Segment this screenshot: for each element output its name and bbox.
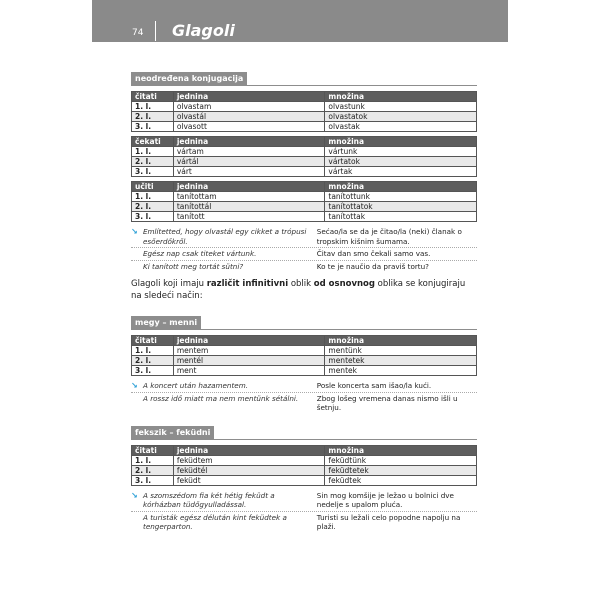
person-cell: 2. l. xyxy=(132,112,174,122)
section-indefinite xyxy=(131,66,477,272)
example-sentences xyxy=(131,226,477,272)
verb-header: učiti xyxy=(132,182,174,192)
section-tag: neodređena konjugacija xyxy=(131,72,247,85)
person-cell: 1. l. xyxy=(132,346,174,356)
person-cell: 1. l. xyxy=(132,147,174,157)
table-row xyxy=(132,212,477,222)
plural-cell: vártak xyxy=(325,167,477,177)
intro-bold-1: različit infinitivni xyxy=(206,279,289,289)
table-row xyxy=(132,366,477,376)
table-header-row xyxy=(132,137,477,147)
verb-header: čitati xyxy=(132,336,174,346)
plural-header: množina xyxy=(325,336,477,346)
person-cell: 3. l. xyxy=(132,122,174,132)
plural-cell: mentetek xyxy=(325,356,477,366)
singular-cell: ment xyxy=(173,366,325,376)
plural-header: množina xyxy=(325,445,477,455)
table-row xyxy=(132,356,477,366)
plural-cell: mentünk xyxy=(325,346,477,356)
plural-cell: olvastak xyxy=(325,122,477,132)
example-row xyxy=(131,261,477,273)
example-hu-text: A koncert után hazamentem. xyxy=(143,381,249,390)
singular-header: jednina xyxy=(173,445,325,455)
section-tag: fekszik – feküdni xyxy=(131,426,214,439)
singular-cell: mentél xyxy=(173,356,325,366)
singular-cell: olvastál xyxy=(173,112,325,122)
singular-cell: tanított xyxy=(173,212,325,222)
example-hu-text: A szomszédom fia két hétig feküdt a kórházban tüdőgyulladással. xyxy=(143,490,275,509)
plural-cell: feküdtetek xyxy=(325,465,477,475)
singular-cell: vártál xyxy=(173,157,325,167)
plural-cell: feküdtünk xyxy=(325,455,477,465)
singular-header: jednina xyxy=(173,92,325,102)
example-row xyxy=(131,393,477,414)
table-header-row xyxy=(132,445,477,455)
plural-cell: mentek xyxy=(325,366,477,376)
example-hungarian xyxy=(131,262,313,272)
conjugation-tables xyxy=(131,335,477,376)
plural-cell: tanítottatok xyxy=(325,202,477,212)
example-hungarian xyxy=(131,249,313,259)
example-sentences xyxy=(131,380,477,414)
singular-header: jednina xyxy=(173,137,325,147)
intro-bold-2: od osnovnog xyxy=(313,279,375,289)
example-serbian: Ko te je naučio da praviš tortu? xyxy=(316,261,429,271)
page-header xyxy=(92,0,508,42)
example-serbian: Sećao/la se da je čitao/la (neki) članak o tropskim kišnim šumama. xyxy=(316,227,462,246)
plural-cell: feküdtek xyxy=(325,475,477,485)
example-row xyxy=(131,512,477,533)
singular-cell: tanítottam xyxy=(173,192,325,202)
example-hu-text: Egész nap csak titeket vártunk. xyxy=(143,249,257,258)
conjugation-tables xyxy=(131,91,477,222)
page-content xyxy=(131,66,477,539)
verb-header: čitati xyxy=(132,92,174,102)
person-cell: 3. l. xyxy=(132,366,174,376)
conjugation-table xyxy=(131,445,477,486)
example-hungarian xyxy=(131,394,313,413)
singular-cell: feküdt xyxy=(173,475,325,485)
intro-text-2: oblik xyxy=(288,279,314,289)
singular-cell: olvasott xyxy=(173,122,325,132)
plural-cell: tanítottunk xyxy=(325,192,477,202)
singular-cell: tanítottál xyxy=(173,202,325,212)
person-cell: 3. l. xyxy=(132,212,174,222)
plural-header: množina xyxy=(325,92,477,102)
person-cell: 2. l. xyxy=(132,356,174,366)
table-row xyxy=(132,112,477,122)
table-header-row xyxy=(132,336,477,346)
verb-header: čitati xyxy=(132,445,174,455)
singular-cell: olvastam xyxy=(173,102,325,112)
table-row xyxy=(132,102,477,112)
example-hungarian xyxy=(131,513,313,532)
section-rule xyxy=(131,329,477,330)
singular-cell: feküdtem xyxy=(173,455,325,465)
example-sentences xyxy=(131,490,477,533)
conjugation-table xyxy=(131,335,477,376)
plural-header: množina xyxy=(325,137,477,147)
example-row xyxy=(131,226,477,248)
table-row xyxy=(132,346,477,356)
table-row xyxy=(132,167,477,177)
example-serbian: Zbog lošeg vremena danas nismo išli u šetnju. xyxy=(316,393,458,412)
arrow-icon: ↘ xyxy=(131,227,138,236)
person-cell: 3. l. xyxy=(132,475,174,485)
plural-header: množina xyxy=(325,182,477,192)
example-serbian: Čitav dan smo čekali samo vas. xyxy=(316,249,431,258)
singular-cell: várt xyxy=(173,167,325,177)
example-row xyxy=(131,380,477,393)
table-row xyxy=(132,465,477,475)
page-number: 74 xyxy=(132,28,144,38)
example-serbian: Sin mog komšije je ležao u bolnici dve nedelje s upalom pluća. xyxy=(316,490,454,509)
plural-cell: vártunk xyxy=(325,147,477,157)
example-hungarian xyxy=(131,491,313,510)
section-rule xyxy=(131,439,477,440)
singular-cell: mentem xyxy=(173,346,325,356)
example-hu-text: A turisták egész délután kint feküdtek a tengerparton. xyxy=(143,512,287,531)
table-row xyxy=(132,147,477,157)
table-row xyxy=(132,455,477,465)
verb-header: čekati xyxy=(132,137,174,147)
example-hungarian xyxy=(131,227,313,246)
table-row xyxy=(132,192,477,202)
arrow-icon: ↘ xyxy=(131,490,138,500)
singular-cell: feküdtél xyxy=(173,465,325,475)
person-cell: 3. l. xyxy=(132,167,174,177)
plural-cell: olvastunk xyxy=(325,102,477,112)
singular-header: jednina xyxy=(173,336,325,346)
plural-cell: vártatok xyxy=(325,157,477,167)
example-hu-text: Ki tanított meg tortát sütni? xyxy=(143,261,244,271)
plural-cell: olvastatok xyxy=(325,112,477,122)
person-cell: 2. l. xyxy=(132,202,174,212)
table-row xyxy=(132,122,477,132)
page-title: Glagoli xyxy=(172,21,235,40)
person-cell: 1. l. xyxy=(132,455,174,465)
table-row xyxy=(132,475,477,485)
table-header-row xyxy=(132,92,477,102)
example-row xyxy=(131,490,477,512)
arrow-icon: ↘ xyxy=(131,381,138,390)
example-hu-text: Említetted, hogy olvastál egy cikket a trópusi esőerdőkről. xyxy=(143,227,307,246)
section-megy xyxy=(131,310,477,414)
person-cell: 1. l. xyxy=(132,192,174,202)
plural-cell: tanítottak xyxy=(325,212,477,222)
intro-paragraph xyxy=(131,278,477,302)
example-row xyxy=(131,248,477,261)
conjugation-table xyxy=(131,181,477,222)
person-cell: 2. l. xyxy=(132,157,174,167)
section-fekszik xyxy=(131,420,477,533)
intro-text-1: Glagoli koji imaju xyxy=(131,279,207,289)
table-row xyxy=(132,202,477,212)
singular-header: jednina xyxy=(173,182,325,192)
person-cell: 1. l. xyxy=(132,102,174,112)
header-divider xyxy=(155,21,156,41)
singular-cell: vártam xyxy=(173,147,325,157)
conjugation-table xyxy=(131,136,477,177)
intro-text-3: oblika se konjugiraju na sledeći način: xyxy=(131,279,466,301)
section-rule xyxy=(131,85,477,86)
conjugation-table xyxy=(131,91,477,132)
example-serbian: Posle koncerta sam išao/la kući. xyxy=(316,381,432,390)
example-hu-text: A rossz idő miatt ma nem mentünk sétálni. xyxy=(143,393,299,403)
example-hungarian xyxy=(131,381,313,391)
table-row xyxy=(132,157,477,167)
example-serbian: Turisti su ležali celo popodne napolju na plaži. xyxy=(316,512,461,531)
table-header-row xyxy=(132,182,477,192)
person-cell: 2. l. xyxy=(132,465,174,475)
conjugation-tables xyxy=(131,445,477,486)
section-tag: megy – menni xyxy=(131,316,201,329)
